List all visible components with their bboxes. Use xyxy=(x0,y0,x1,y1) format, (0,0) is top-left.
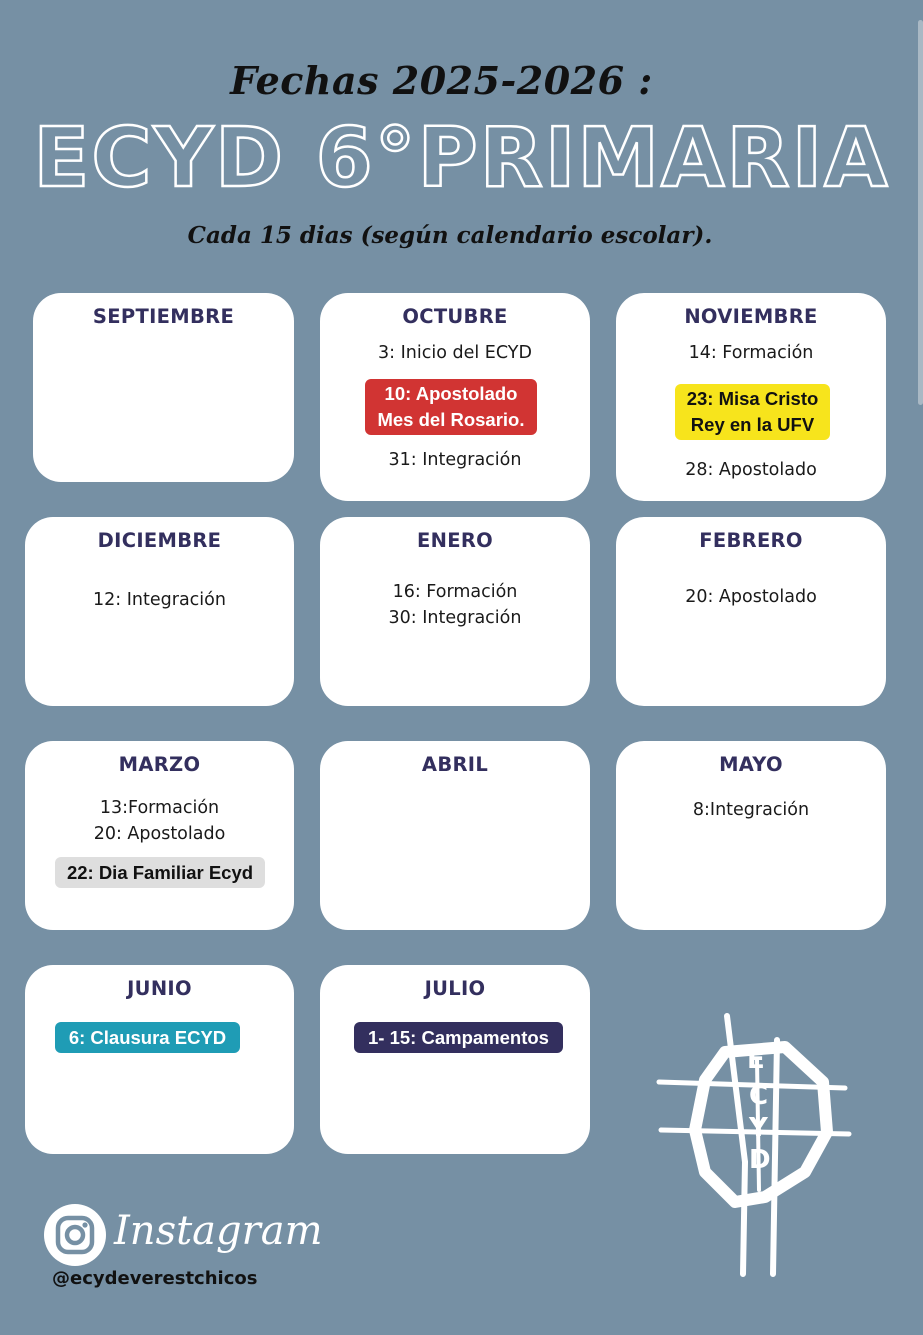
ecyd-cross-logo-icon xyxy=(655,1012,855,1277)
event-item: 12: Integración xyxy=(93,590,226,610)
month-card-noviembre xyxy=(616,293,886,501)
month-title: MARZO xyxy=(118,753,201,776)
logo-letter-d: D xyxy=(749,1145,771,1175)
month-title: FEBRERO xyxy=(699,529,803,552)
month-card-octubre xyxy=(320,293,590,501)
month-title: JUNIO xyxy=(127,977,192,1000)
month-title: SEPTIEMBRE xyxy=(92,305,235,328)
event-highlight-misa: 23: Misa Cristo Rey en la UFV xyxy=(675,384,830,440)
logo-letter-c: C xyxy=(749,1081,769,1111)
month-card-enero xyxy=(320,517,590,706)
event-item: 20: Apostolado xyxy=(685,587,817,607)
instagram-handle[interactable]: @ecydeverestchicos xyxy=(52,1268,258,1289)
month-card-abril xyxy=(320,741,590,930)
event-item: 14: Formación xyxy=(688,343,814,363)
month-title: OCTUBRE xyxy=(402,305,508,328)
event-item: 8:Integración xyxy=(692,800,810,820)
month-card-febrero xyxy=(616,517,886,706)
page-title: ECYD 6°PRIMARIA xyxy=(33,111,890,206)
event-item: 20: Apostolado xyxy=(93,824,226,844)
event-highlight-dia-familiar: 22: Dia Familiar Ecyd xyxy=(55,857,265,888)
page-subtitle: Cada 15 dias (según calendario escolar). xyxy=(187,222,713,249)
instagram-icon[interactable] xyxy=(44,1204,106,1266)
month-card-diciembre xyxy=(25,517,294,706)
month-title: ABRIL xyxy=(421,753,489,776)
month-card-mayo xyxy=(616,741,886,930)
scrollbar-thumb[interactable] xyxy=(918,20,923,405)
month-card-junio xyxy=(25,965,294,1154)
event-item: 28: Apostolado xyxy=(685,460,817,480)
dates-heading: Fechas 2025-2026 : xyxy=(230,58,653,103)
event-item: 13:Formación xyxy=(99,798,220,818)
event-item: 30: Integración xyxy=(388,608,522,628)
event-highlight-apostolado: 10: Apostolado Mes del Rosario. xyxy=(365,379,537,435)
month-card-septiembre xyxy=(33,293,294,482)
event-item: 16: Formación xyxy=(392,582,518,602)
logo-letter-y: Y xyxy=(749,1113,768,1143)
month-title: ENERO xyxy=(416,529,494,552)
event-item: 3: Inicio del ECYD xyxy=(378,343,532,363)
month-card-julio xyxy=(320,965,590,1154)
event-item: 31: Integración xyxy=(388,450,522,470)
event-highlight-clausura: 6: Clausura ECYD xyxy=(55,1022,240,1053)
event-highlight-campamentos: 1- 15: Campamentos xyxy=(354,1022,563,1053)
month-title: MAYO xyxy=(719,753,783,776)
logo-letter-e: E xyxy=(747,1045,765,1075)
month-card-marzo xyxy=(25,741,294,930)
month-title: NOVIEMBRE xyxy=(684,305,818,328)
month-title: DICIEMBRE xyxy=(97,529,222,552)
month-title: JULIO xyxy=(424,977,486,1000)
instagram-wordmark: Instagram xyxy=(114,1208,323,1254)
